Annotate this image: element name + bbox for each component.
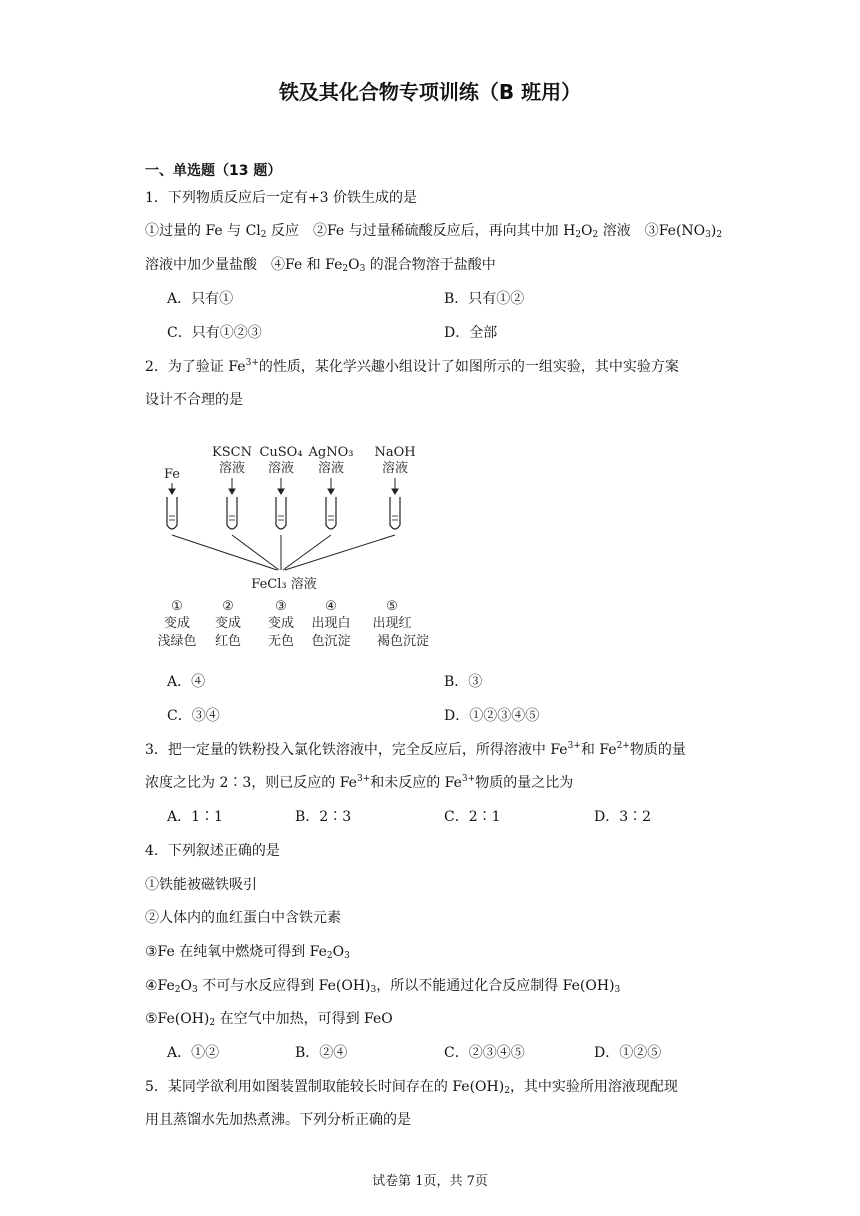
superscript: 3+: [461, 774, 476, 784]
q4-option-b[interactable]: B．②④: [295, 1045, 348, 1061]
text: 不可与水反应得到 Fe(OH): [197, 978, 371, 994]
connector-line: [172, 535, 277, 570]
q1-option-b[interactable]: B．只有①②: [444, 291, 525, 307]
text: 在空气中加热，可得到 FeO: [215, 1011, 393, 1027]
text: 物质的量: [629, 742, 686, 758]
subscript: 3: [192, 985, 198, 995]
test-tube-icon: [227, 497, 237, 529]
q1-stem: 1．下列物质反应后一定有+3 价铁生成的是: [145, 190, 417, 206]
reagent-top-label: NaOH: [374, 445, 416, 460]
q1-option-c[interactable]: C．只有①②③: [167, 325, 262, 341]
q3-option-b[interactable]: B．2∶3: [295, 809, 352, 825]
result-number: ③: [275, 599, 287, 614]
arrow-head: [278, 489, 284, 494]
text: ，其中实验所用溶液现配现: [509, 1079, 678, 1095]
reagent-label: Fe: [163, 467, 181, 482]
superscript: 3+: [567, 741, 581, 751]
reagent-top-label: AgNO₃: [308, 445, 354, 460]
subscript: 2: [342, 264, 349, 274]
reagent-bottom-label: 溶液: [218, 461, 246, 476]
q1-option-d[interactable]: D．全部: [444, 325, 498, 341]
page-title: 铁及其化合物专项训练（B 班用）: [278, 80, 582, 104]
q4-statement-4: [145, 975, 620, 995]
text: 和未反应的 Fe: [370, 775, 462, 791]
q3-option-d[interactable]: D．3∶2: [594, 809, 652, 825]
q5-line1: [145, 1076, 678, 1096]
text: 5．某同学欲利用如图装置制取能较长时间存在的 Fe(OH): [145, 1079, 505, 1095]
arrow-head: [392, 489, 398, 494]
result-line1: 变成: [267, 616, 295, 631]
text: ): [710, 223, 717, 239]
text: 3．把一定量的铁粉投入氯化铁溶液中，完全反应后，所得溶液中 Fe: [145, 742, 568, 758]
text: 溶液 ③Fe(NO: [598, 223, 706, 239]
arrow-head: [328, 489, 334, 494]
q3-line1: [145, 739, 686, 759]
result-line1: 出现红: [372, 616, 412, 631]
reagent-bottom-label: 溶液: [267, 461, 295, 476]
result-line2: 浅绿色: [157, 634, 197, 649]
q2-option-b[interactable]: B．③: [444, 674, 483, 690]
subscript: 2: [592, 230, 599, 240]
text: 的混合物溶于盐酸中: [365, 257, 496, 273]
result-line2: 红色: [214, 634, 242, 649]
text: 的性质，某化学兴趣小组设计了如图所示的一组实验，其中实验方案: [258, 359, 679, 375]
result-line1: 出现白: [311, 616, 351, 631]
test-tube-icon: [276, 497, 286, 529]
text: 浓度之比为 2∶3，则已反应的 Fe: [145, 775, 357, 791]
q4-option-a[interactable]: A．①②: [167, 1045, 220, 1061]
test-tube-icon: [167, 497, 177, 529]
text: 2．为了验证 Fe: [145, 359, 246, 375]
superscript: 3+: [356, 774, 371, 784]
test-tube-icon: [326, 497, 336, 529]
q4-option-d[interactable]: D．①②⑤: [594, 1045, 662, 1061]
q5-line2: 用且蒸馏水先加热煮沸。下列分析正确的是: [145, 1112, 411, 1128]
result-number: ①: [171, 599, 183, 614]
connector-line: [285, 535, 395, 570]
subscript: 2: [575, 230, 582, 240]
text: 反应 ②Fe 与过量稀硫酸反应后，再向其中加 H: [266, 223, 576, 239]
q2-stem: [145, 356, 679, 376]
section-heading: 一、单选题（13 题）: [145, 163, 282, 179]
q2-option-c[interactable]: C．③④: [167, 708, 220, 724]
reagent-bottom-label: 溶液: [381, 461, 409, 476]
subscript: 2: [326, 951, 333, 961]
connector-line: [283, 535, 331, 570]
q4-statement-2: ②人体内的血红蛋白中含铁元素: [145, 910, 341, 926]
test-tube-icon: [390, 497, 400, 529]
reagent-top-label: CuSO₄: [259, 445, 303, 460]
q1-option-a[interactable]: A．只有①: [167, 291, 234, 307]
text: 和 Fe: [580, 742, 617, 758]
q1-line3: [145, 254, 496, 274]
q3-option-c[interactable]: C．2∶1: [444, 809, 501, 825]
result-number: ④: [325, 599, 337, 614]
result-line2: 褐色沉淀: [376, 634, 430, 649]
text: 物质的量之比为: [475, 775, 574, 791]
q2-option-d[interactable]: D．①②③④⑤: [444, 708, 540, 724]
subscript: 2: [174, 985, 181, 995]
q1-line2: [145, 220, 722, 240]
q3-line2: [145, 772, 573, 792]
subscript: 2: [716, 230, 723, 240]
result-number: ⑤: [386, 599, 398, 614]
reagent-bottom-label: 溶液: [317, 461, 345, 476]
text: 溶液中加少量盐酸 ④Fe 和 Fe: [145, 257, 343, 273]
subscript: 3: [370, 985, 377, 995]
q4-stem: 4．下列叙述正确的是: [145, 843, 280, 859]
center-solution-label: FeCl₃ 溶液: [251, 577, 317, 592]
text: ，所以不能通过化合反应制得 Fe(OH): [376, 978, 615, 994]
q4-statement-3: [145, 941, 350, 961]
q2-option-a[interactable]: A．④: [167, 674, 206, 690]
reagent-top-label: KSCN: [212, 445, 252, 460]
q2-line2: 设计不合理的是: [145, 392, 243, 408]
subscript: 3: [705, 230, 711, 240]
connector-line: [232, 535, 279, 570]
text: ③Fe 在纯氧中燃烧可得到 Fe: [145, 944, 327, 960]
result-line1: 变成: [214, 616, 242, 631]
arrow-head: [229, 489, 235, 494]
subscript: 3: [344, 951, 350, 961]
subscript: 2: [209, 1018, 216, 1028]
result-line2: 无色: [267, 634, 295, 649]
subscript: 3: [359, 264, 366, 274]
superscript: 2+: [616, 741, 630, 751]
q4-option-c[interactable]: C．②③④⑤: [444, 1045, 525, 1061]
text: ①过量的 Fe 与 Cl: [145, 223, 261, 239]
text: O: [332, 944, 345, 960]
arrow-head: [169, 489, 175, 494]
experiment-diagram: [150, 430, 450, 660]
result-line1: 变成: [163, 616, 191, 631]
superscript: 3+: [245, 358, 259, 368]
result-line2: 色沉淀: [311, 634, 351, 649]
q4-statement-5: [145, 1008, 393, 1028]
q3-option-a[interactable]: A．1∶1: [167, 809, 223, 825]
text: O: [348, 257, 360, 273]
result-number: ②: [222, 599, 234, 614]
text: ④Fe: [145, 978, 175, 994]
text: O: [581, 223, 593, 239]
subscript: 2: [504, 1086, 510, 1096]
text: ⑤Fe(OH): [145, 1011, 210, 1027]
subscript: 2: [260, 230, 267, 240]
q4-statement-1: ①铁能被磁铁吸引: [145, 877, 257, 893]
subscript: 3: [614, 985, 621, 995]
text: O: [180, 978, 193, 994]
page-footer: 试卷第 1页，共 7页: [372, 1174, 488, 1189]
